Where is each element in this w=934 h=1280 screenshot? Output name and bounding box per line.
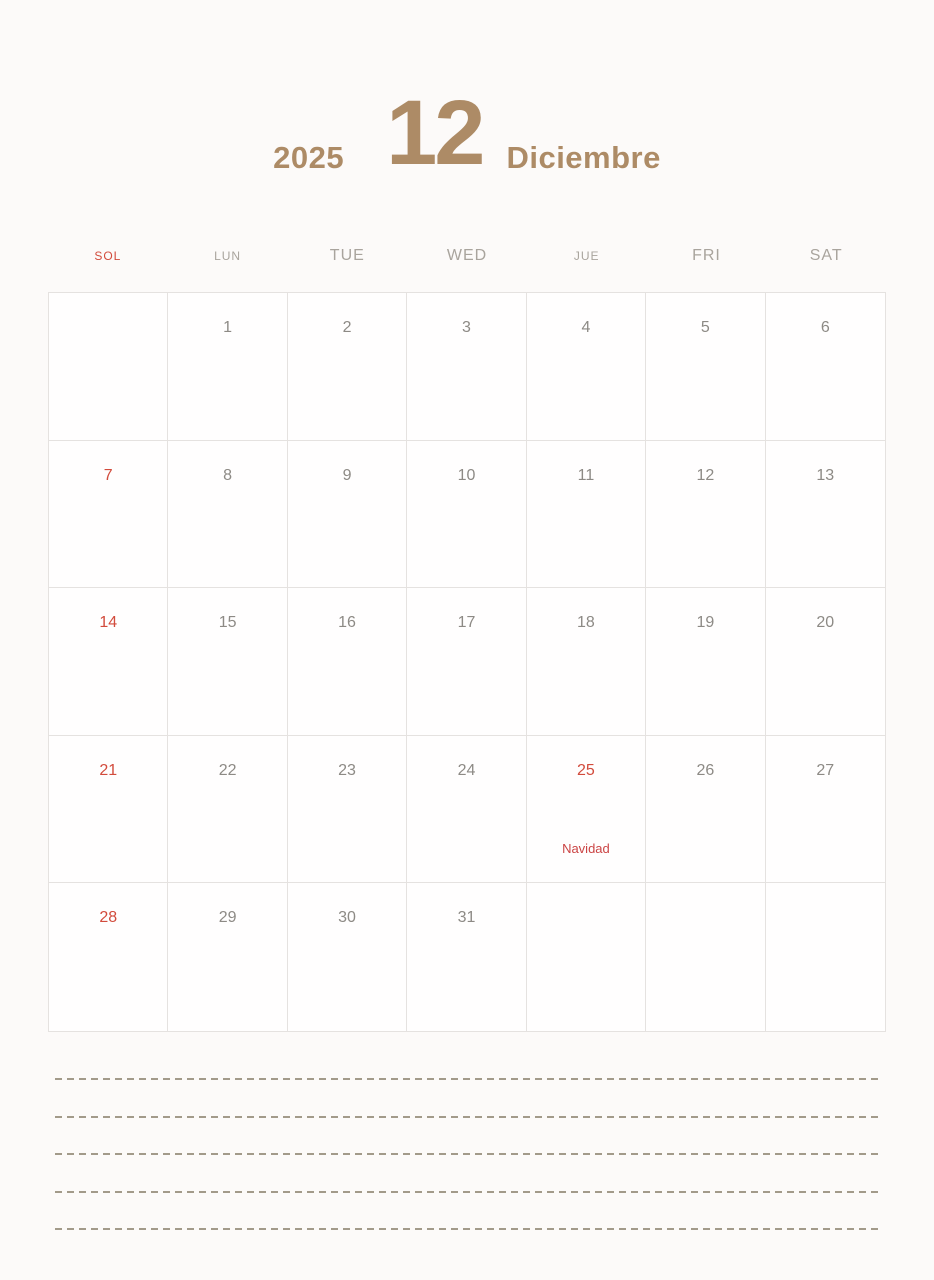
day-number: 4 (581, 319, 591, 336)
day-number: 15 (218, 614, 237, 632)
day-cell-empty (766, 883, 885, 1031)
day-cell-9 (288, 441, 407, 589)
day-cell-11 (527, 441, 646, 589)
day-cell-19 (646, 588, 765, 736)
weekday-header-row (48, 244, 886, 268)
day-cell-10 (407, 441, 526, 589)
month-number: 12 (386, 82, 483, 185)
year-label: 2025 (273, 139, 345, 175)
day-number: 14 (99, 614, 118, 632)
day-cell-4 (527, 293, 646, 441)
note-line (55, 1191, 881, 1193)
day-cell-22 (168, 736, 287, 884)
day-number: 1 (223, 319, 233, 336)
day-cell-18 (527, 588, 646, 736)
day-cell-empty (527, 883, 646, 1031)
day-cell-27 (766, 736, 885, 884)
calendar-header (0, 0, 934, 185)
note-line (55, 1153, 881, 1155)
day-cell-1 (168, 293, 287, 441)
day-number: 19 (696, 614, 715, 632)
day-cell-24 (407, 736, 526, 884)
day-cell-12 (646, 441, 765, 589)
day-number: 25 (577, 761, 595, 779)
day-cell-empty (49, 293, 168, 441)
calendar-grid (48, 292, 886, 1032)
day-cell-26 (646, 736, 765, 884)
day-number: 13 (816, 466, 835, 484)
day-number: 7 (103, 466, 113, 484)
note-line (55, 1116, 881, 1118)
day-cell-20 (766, 588, 885, 736)
month-name: Diciembre (506, 139, 661, 175)
day-cell-6 (766, 293, 885, 441)
weekday-label-fri: FRI (692, 247, 721, 264)
day-number: 10 (457, 466, 476, 484)
day-number: 21 (99, 761, 118, 779)
day-cell-17 (407, 588, 526, 736)
day-cell-7 (49, 441, 168, 589)
day-number: 8 (223, 466, 233, 484)
day-cell-14 (49, 588, 168, 736)
day-number: 18 (577, 614, 595, 632)
weekday-label-tue: TUE (329, 247, 365, 264)
day-cell-31 (407, 883, 526, 1031)
day-number: 29 (218, 909, 237, 927)
day-number: 30 (338, 909, 356, 927)
day-number: 2 (342, 319, 352, 336)
day-cell-28 (49, 883, 168, 1031)
day-cell-25 (527, 736, 646, 884)
day-number: 20 (816, 614, 835, 632)
note-line (55, 1078, 881, 1080)
day-cell-16 (288, 588, 407, 736)
day-number: 9 (342, 466, 352, 484)
day-cell-23 (288, 736, 407, 884)
day-number: 5 (700, 319, 710, 336)
day-number: 26 (696, 761, 715, 779)
day-cell-21 (49, 736, 168, 884)
weekday-label-wed: WED (446, 247, 488, 264)
weekday-label-jue: JUE (573, 249, 600, 263)
day-number: 16 (338, 614, 356, 632)
day-cell-3 (407, 293, 526, 441)
day-number: 12 (696, 466, 715, 484)
weekday-label-sat: SAT (809, 247, 843, 264)
day-cell-2 (288, 293, 407, 441)
day-number: 24 (457, 761, 476, 779)
day-number: 17 (457, 614, 476, 632)
day-number: 31 (457, 909, 476, 927)
weekday-label-sol: SOL (94, 249, 122, 263)
day-number: 22 (218, 761, 237, 779)
day-number: 27 (816, 761, 835, 779)
day-number: 28 (99, 909, 118, 927)
day-cell-29 (168, 883, 287, 1031)
day-cell-empty (646, 883, 765, 1031)
day-cell-13 (766, 441, 885, 589)
day-cell-30 (288, 883, 407, 1031)
notes-area (55, 1078, 881, 1266)
weekday-label-lun: LUN (214, 249, 242, 263)
day-cell-5 (646, 293, 765, 441)
day-number: 3 (462, 319, 471, 336)
day-number: 11 (577, 466, 595, 484)
day-number: 23 (338, 761, 356, 779)
day-number: 6 (820, 319, 830, 336)
holiday-label: Navidad (562, 841, 610, 857)
day-cell-15 (168, 588, 287, 736)
note-line (55, 1228, 881, 1230)
day-cell-8 (168, 441, 287, 589)
